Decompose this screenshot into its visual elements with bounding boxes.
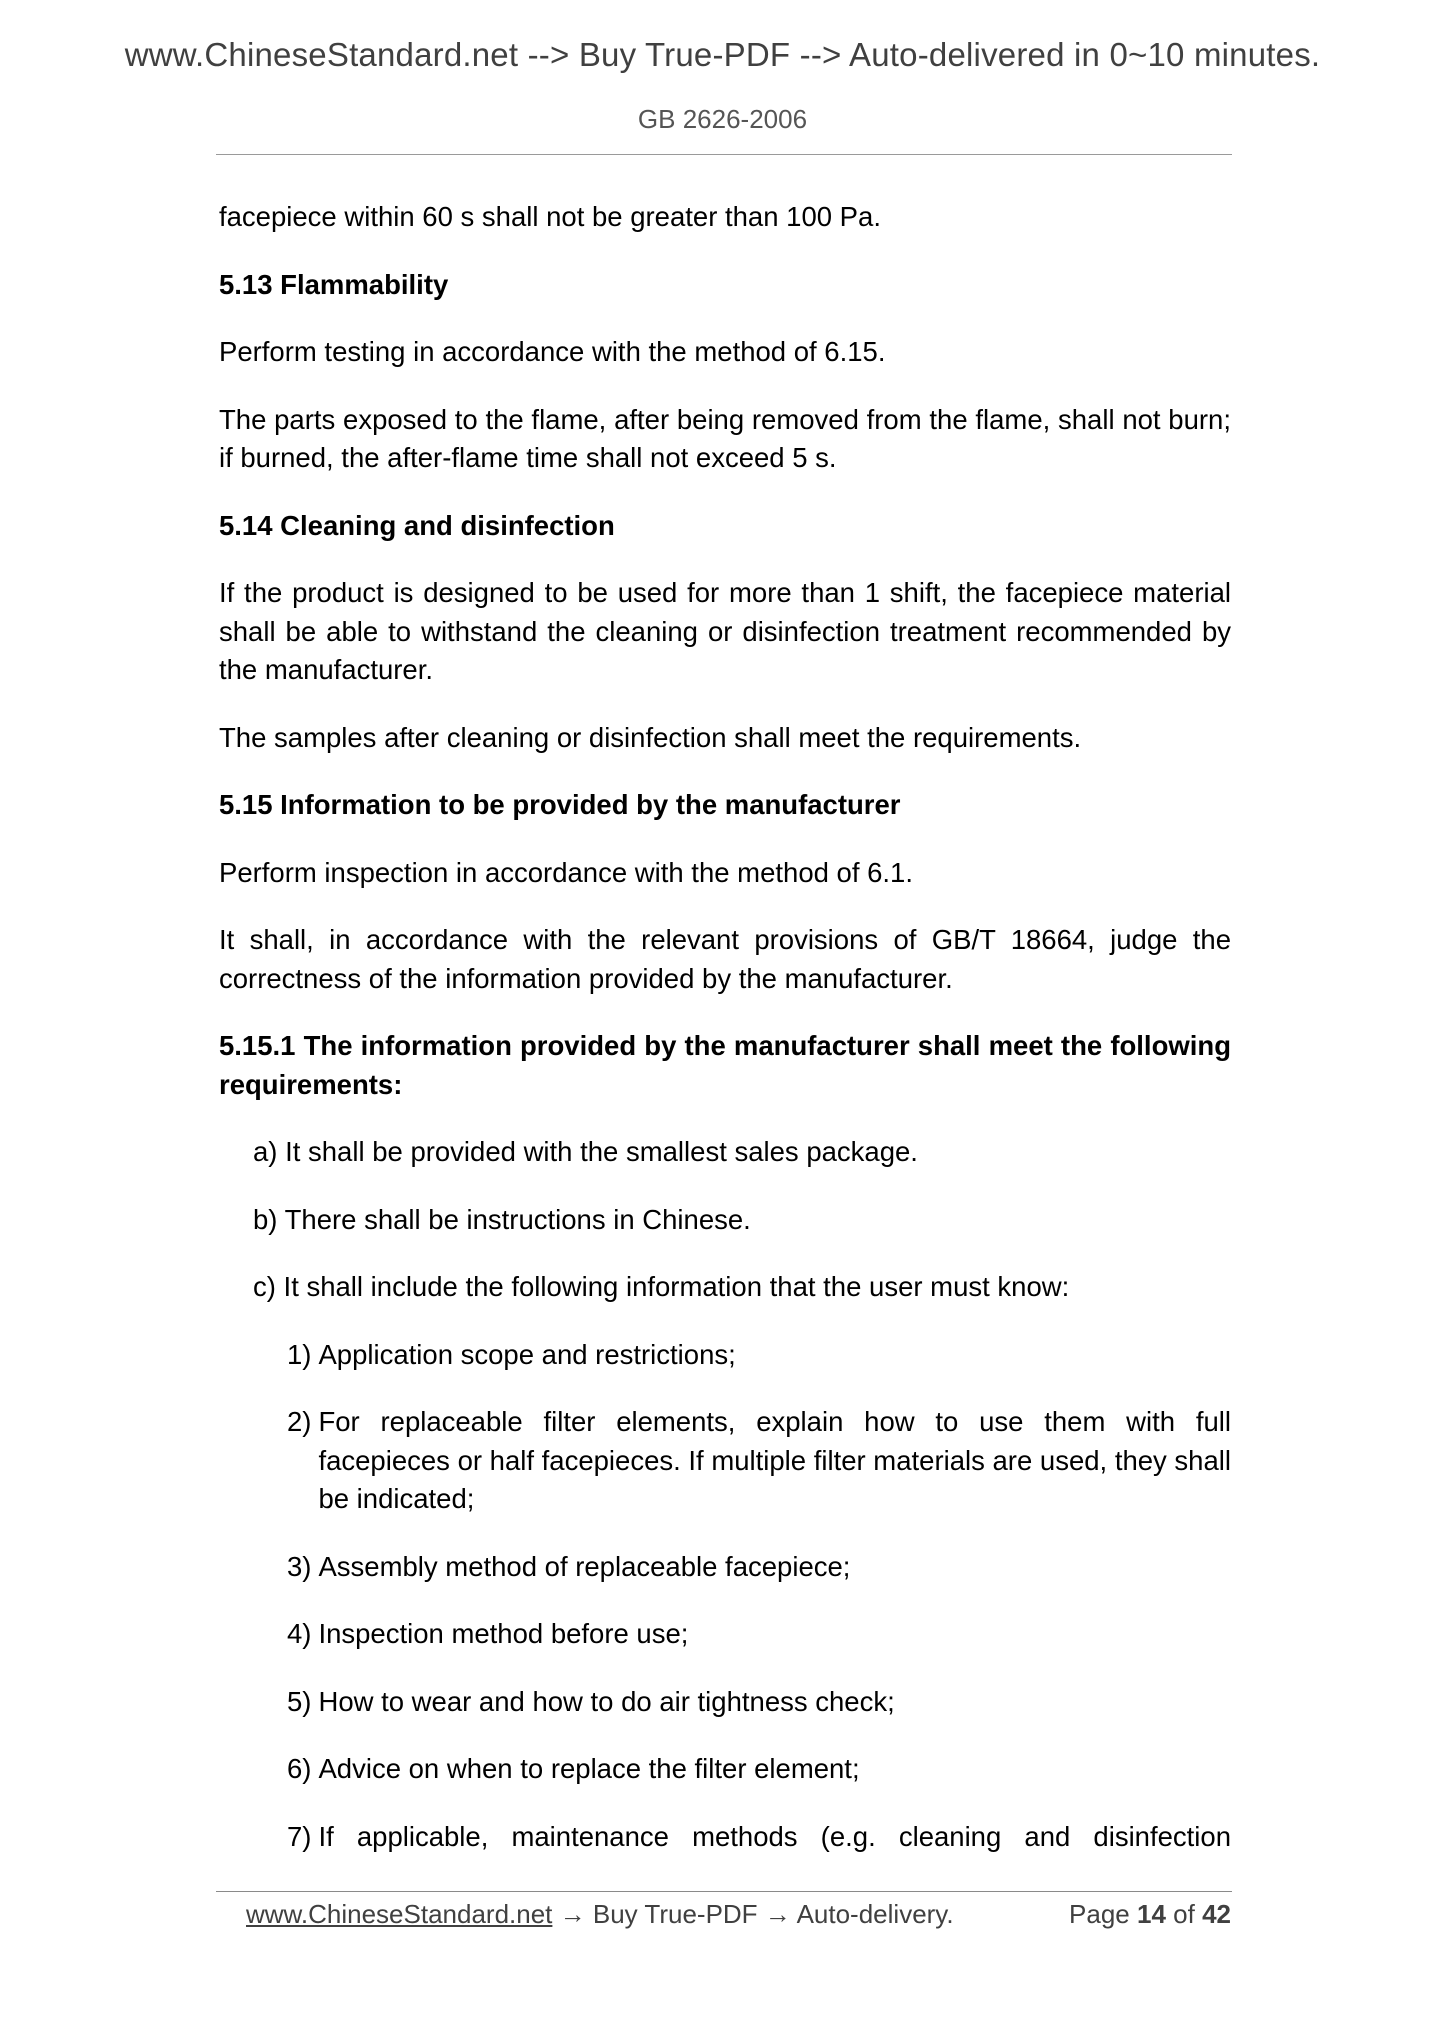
list-item-c: c) It shall include the following information that the user must know:	[253, 1271, 1070, 1302]
numbered-item-5	[287, 1683, 1231, 1722]
page-content	[219, 198, 1231, 1856]
paragraph: The parts exposed to the flame, after being removed from the flame, shall not burn; if burned, the after-flame time shall not exceed 5 s.	[219, 403, 1231, 473]
footer-divider	[216, 1891, 1232, 1892]
section-heading-5-15-1: 5.15.1 The information provided by the manufacturer shall meet the following requirements:	[219, 1030, 1231, 1100]
page-total: 42	[1202, 1899, 1231, 1929]
paragraph: Perform inspection in accordance with the method of 6.1.	[219, 856, 913, 888]
item-number: 6)	[287, 1753, 312, 1784]
paragraph-continuation: facepiece within 60 s shall not be greater than 100 Pa.	[219, 201, 881, 232]
numbered-item-7	[287, 1818, 1231, 1857]
item-number: 2)	[287, 1406, 312, 1437]
item-text: Assembly method of replaceable facepiece;	[318, 1550, 851, 1582]
item-number: 3)	[287, 1550, 312, 1582]
numbered-item-3	[287, 1548, 1231, 1587]
section-heading-5-15: 5.15 Information to be provided by the manufacturer	[219, 789, 901, 820]
numbered-item-4	[287, 1615, 1231, 1654]
page-indicator	[1069, 1899, 1231, 1930]
item-number: 5)	[287, 1685, 312, 1717]
numbered-item-1	[287, 1336, 1231, 1375]
section-heading-5-14: 5.14 Cleaning and disinfection	[219, 509, 615, 541]
footer-website-link[interactable]: www.ChineseStandard.net	[246, 1899, 553, 1929]
document-code: GB 2626-2006	[637, 104, 808, 134]
item-number: 7)	[287, 1820, 312, 1852]
top-banner: www.ChineseStandard.net --> Buy True-PDF --> Auto-delivered in 0~10 minutes.	[124, 36, 1321, 73]
page-word: Page	[1069, 1899, 1130, 1929]
page-number: 14	[1137, 1899, 1166, 1929]
paragraph: If the product is designed to be used for more than 1 shift, the facepiece material shall be able to withstand the cleaning or disinfection treatment recommended by the manufacturer.	[219, 577, 1231, 685]
item-number: 4)	[287, 1618, 312, 1649]
paragraph: Perform testing in accordance with the method of 6.15.	[219, 336, 886, 367]
list-item-b: b) There shall be instructions in Chinese.	[253, 1203, 751, 1235]
item-text: How to wear and how to do air tightness check;	[318, 1685, 895, 1717]
footer-promo-text: → Buy True-PDF → Auto-delivery.	[552, 1899, 954, 1929]
header-divider	[216, 154, 1232, 155]
item-text: For replaceable filter elements, explain how to use them with full facepieces or half facepieces. If multiple filter materials are used, they shall be indicated;	[318, 1406, 1231, 1514]
item-text: Application scope and restrictions;	[318, 1338, 736, 1370]
item-text: Advice on when to replace the filter element;	[318, 1753, 860, 1784]
item-number: 1)	[287, 1338, 312, 1370]
of-word: of	[1173, 1899, 1195, 1929]
page-footer	[246, 1899, 1231, 1930]
paragraph: The samples after cleaning or disinfection shall meet the requirements.	[219, 721, 1082, 753]
numbered-item-2	[287, 1403, 1231, 1519]
footer-promo	[246, 1899, 954, 1930]
item-text: If applicable, maintenance methods (e.g. cleaning and disinfection	[318, 1820, 1231, 1852]
paragraph: It shall, in accordance with the relevant provisions of GB/T 18664, judge the correctness of the information provided by the manufacturer.	[219, 924, 1231, 994]
item-text: Inspection method before use;	[318, 1618, 689, 1649]
list-item-a: a) It shall be provided with the smallest sales package.	[253, 1136, 918, 1167]
numbered-item-6	[287, 1750, 1231, 1789]
section-heading-5-13: 5.13 Flammability	[219, 268, 449, 300]
